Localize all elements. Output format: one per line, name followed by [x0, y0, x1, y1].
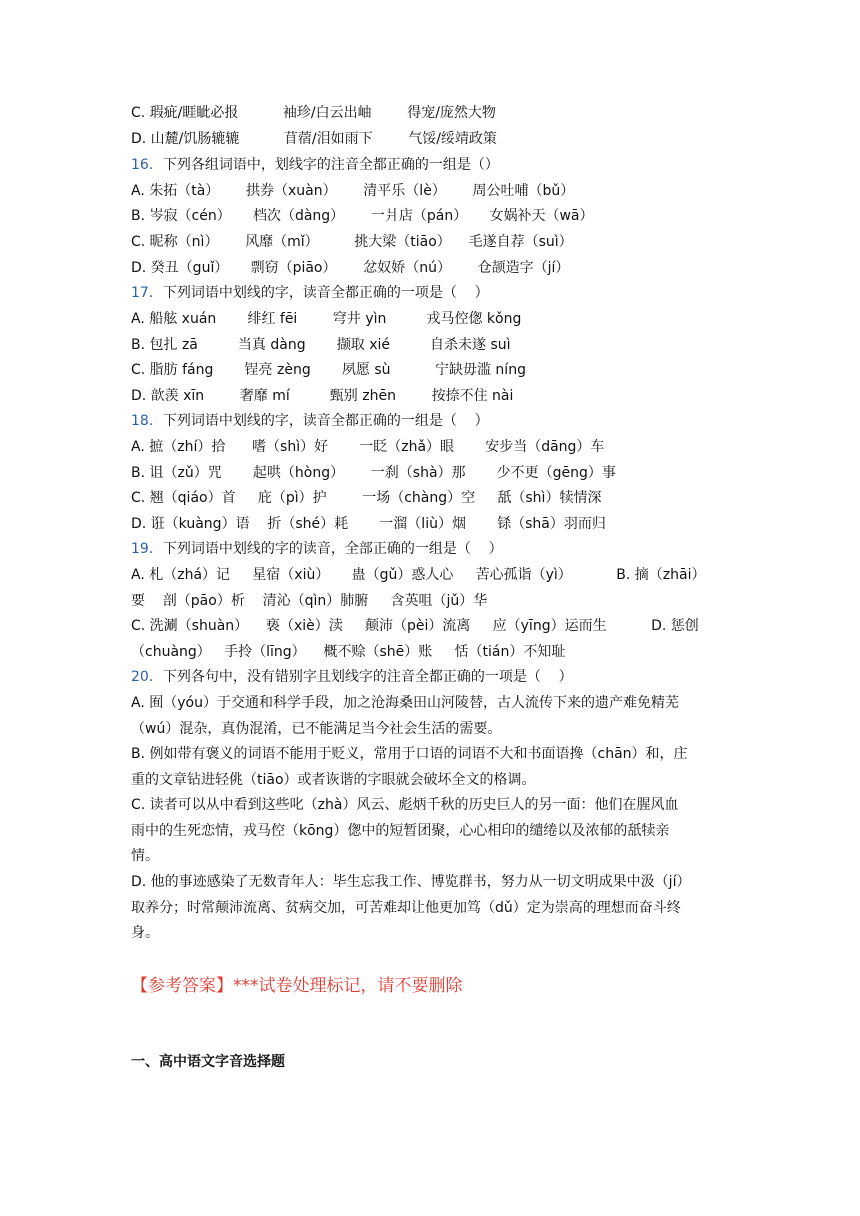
section-heading: 一、高中语文字音选择题 — [131, 1054, 285, 1070]
option-line: C. 脂肪 fáng 锃亮 zèng 夙愿 sù 宁缺毋滥 níng — [131, 362, 526, 378]
question-19-stem: 19．下列词语中划线的字的读音，全部正确的一组是（ ） — [131, 541, 503, 557]
question-18-stem: 18．下列词语中划线的字，读音全都正确的一组是（ ） — [131, 413, 489, 429]
option-line: C. 翘（qiáo）首 庇（pì）护 一场（chàng）空 舐（shì）犊情深 — [131, 490, 602, 506]
question-number: 18． — [131, 413, 163, 429]
paragraph-line: B. 例如带有褒义的词语不能用于贬义，常用于口语的词语不大和书面语搀（chān）和，庄 — [131, 746, 688, 762]
option-line: B. 诅（zǔ）咒 起哄（hòng） 一刹（shà）那 少不更（gēng）事 — [131, 465, 616, 481]
paragraph-line: 身。 — [131, 925, 159, 941]
option-line: B. 岑寂（cén） 档次（dàng） 一爿店（pán） 女娲补天（wā） — [131, 208, 594, 224]
option-line: D. 歆羡 xīn 奢靡 mí 甄别 zhēn 按捺不住 nài — [131, 388, 514, 404]
question-17-stem: 17．下列词语中划线的字，读音全都正确的一项是（ ） — [131, 285, 489, 301]
option-line: D. 癸丑（guǐ） 剽窃（piāo） 忿奴娇（nú） 仓颉造字（jí） — [131, 260, 570, 276]
text-line: C. 瑕疵/睚眦必报 袖珍/白云出岫 得宠/庞然大物 — [131, 105, 496, 121]
option-line: A. 札（zhá）记 星宿（xiù） 蛊（gǔ）惑人心 苦心孤诣（yì） B. 摘（zhāi） — [131, 567, 706, 583]
paragraph-line: 情。 — [131, 848, 159, 864]
option-line: B. 包扎 zā 当真 dàng 撷取 xié 自杀未遂 suì — [131, 337, 511, 353]
question-number: 20． — [131, 669, 163, 685]
paragraph-line: 取养分；时常颠沛流离、贫病交加，可苦难却让他更加笃（dǔ）定为崇高的理想而奋斗终 — [131, 900, 681, 916]
paragraph-line: C. 读者可以从中看到这些叱（zhà）风云、彪炳千秋的历史巨人的另一面：他们在腥风血 — [131, 797, 679, 813]
paragraph-line: 重的文章钻进轻佻（tiāo）或者诙谐的字眼就会破坏全文的格调。 — [131, 772, 536, 788]
question-number: 19． — [131, 541, 163, 557]
question-20-stem: 20．下列各句中，没有错别字且划线字的注音全都正确的一项是（ ） — [131, 669, 573, 685]
question-number: 16． — [131, 157, 163, 173]
option-line: C. 昵称（nì） 风靡（mǐ） 挑大梁（tiāo） 毛遂自荐（suì） — [131, 234, 573, 250]
option-line: 要 剖（pāo）析 清沁（qìn）肺腑 含英咀（jǔ）华 — [131, 593, 488, 609]
option-line: C. 洗涮（shuàn） 亵（xiè）渎 颠沛（pèi）流离 应（yīng）运而生 D. 惩创 — [131, 618, 699, 634]
paragraph-line: （wú）混杂，真伪混淆，已不能满足当今社会生活的需要。 — [131, 721, 502, 737]
option-line: D. 诳（kuàng）语 折（shé）耗 一溜（liù）烟 铩（shā）羽而归 — [131, 516, 606, 532]
paragraph-line: D. 他的事迹感染了无数青年人：毕生忘我工作、博览群书，努力从一切文明成果中汲（jí） — [131, 874, 691, 890]
paragraph-line: A. 囿（yóu）于交通和科学手段，加之沧海桑田山河陵替，古人流传下来的遗产难免精芜 — [131, 695, 679, 711]
option-line: A. 摭（zhí）拾 嗜（shì）好 一眨（zhǎ）眼 安步当（dāng）车 — [131, 439, 605, 455]
option-line: （chuàng） 手拎（līng） 概不赊（shē）账 恬（tián）不知耻 — [131, 644, 566, 660]
option-line: A. 船舷 xuán 绯红 fēi 穹井 yìn 戎马倥偬 kǒng — [131, 311, 522, 327]
question-16-stem: 16．下列各组词语中，划线字的注音全都正确的一组是（） — [131, 157, 499, 173]
option-line: A. 朱拓（tà） 拱券（xuàn） 清平乐（lè） 周公吐哺（bǔ） — [131, 183, 575, 199]
answer-marker: 【参考答案】***试卷处理标记，请不要删除 — [131, 976, 463, 996]
question-number: 17． — [131, 285, 163, 301]
text-line: D. 山麓/饥肠辘辘 苜蓿/泪如雨下 气馁/绥靖政策 — [131, 131, 497, 147]
paragraph-line: 雨中的生死恋情，戎马倥（kōng）偬中的短暂团聚，心心相印的缱绻以及浓郁的舐犊亲 — [131, 823, 670, 839]
